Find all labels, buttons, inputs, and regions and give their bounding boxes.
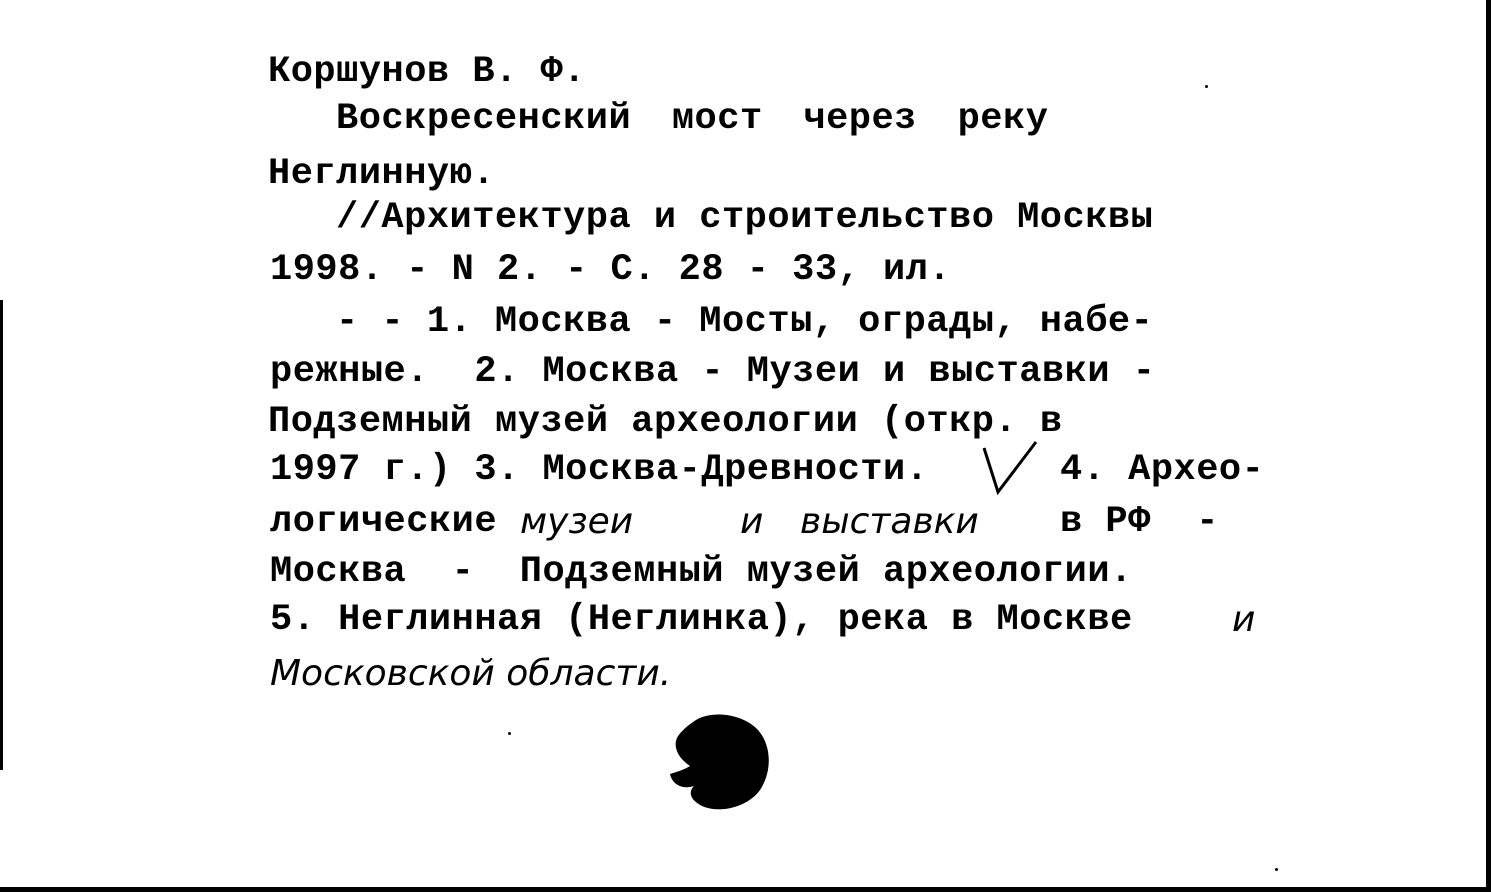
title-line-2: Неглинную.: [268, 153, 496, 195]
handwritten-exhibitions: выставки: [800, 501, 979, 542]
subject-line-3: Подземный музей археологии (откр. в: [268, 401, 1063, 443]
subject-line-5-end: в РФ -: [1060, 501, 1219, 543]
source-line-2: 1998. - N 2. - С. 28 - 33, ил.: [270, 249, 952, 291]
handwritten-and: и: [740, 501, 764, 542]
card-left-edge: [0, 300, 3, 770]
speck: [1205, 85, 1208, 88]
handwritten-and-2: и: [1232, 599, 1256, 640]
handwritten-museums: музеи: [520, 501, 634, 542]
card-right-edge: [1486, 0, 1491, 892]
subject-line-5-start: логические: [270, 501, 498, 543]
checkmark-icon: [980, 440, 1040, 500]
author-line: Коршунов В. Ф.: [268, 51, 586, 93]
title-line-1: Воскресенский мост через реку: [336, 98, 1049, 140]
subject-line-4: 1997 г.) 3. Москва-Древности.: [270, 449, 929, 491]
source-line-1: //Архитектура и строительство Москвы: [336, 197, 1154, 239]
speck: [508, 732, 511, 735]
speck: [1275, 868, 1278, 871]
subject-line-7: 5. Неглинная (Неглинка), река в Москве: [270, 599, 1133, 641]
subject-line-2: режные. 2. Москва - Музеи и выставки -: [270, 351, 1156, 393]
punch-hole-icon: [668, 712, 770, 812]
subject-line-4-tail: 4. Архео-: [1060, 449, 1265, 491]
handwritten-moscow-region: Московской области.: [270, 653, 672, 694]
subject-line-6: Москва - Подземный музей археологии.: [270, 551, 1133, 593]
subject-line-1: - - 1. Москва - Мосты, ограды, набе-: [336, 301, 1154, 343]
card-bottom-edge: [0, 887, 1491, 892]
